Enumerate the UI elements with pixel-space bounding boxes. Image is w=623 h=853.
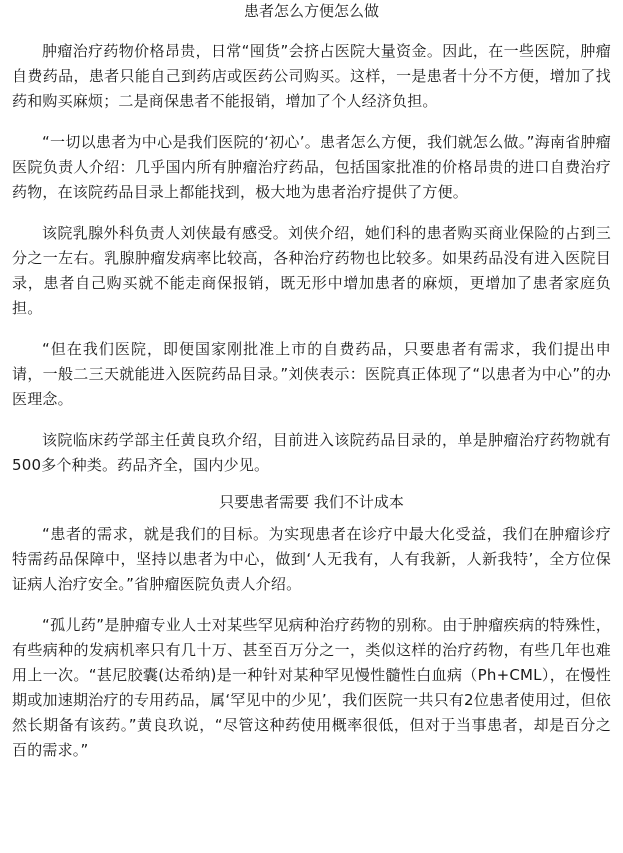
spacer — [12, 114, 611, 130]
paragraph-2: “一切以患者为中心是我们医院的‘初心’。患者怎么方便，我们就怎么做。”海南省肿瘤医院负责人介绍：几乎国内所有肿瘤治疗药品，包括国家批准的价格昂贵的进口自费治疗药物，在该院药品目录上都能找到，极大地为患者治疗提供了方便。 — [12, 133, 611, 201]
paragraph-3: 该院乳腺外科负责人刘侠最有感受。刘侠介绍，她们科的患者购买商业保险的占到三分之一左右。乳腺肿瘤发病率比较高，各种治疗药物也比较多。如果药品没有进入医院目录，患者自己购买就不能走商保报销，既无形中增加患者的麻烦，更增加了患者家庭负担。 — [12, 224, 611, 317]
paragraph-7: “孤儿药”是肿瘤专业人士对某些罕见病种治疗药物的别称。由于肿瘤疾病的特殊性，有些病种的发病机率只有几十万、甚至百万分之一，类似这样的治疗药物，有些几年也难用上一次。“甚尼胶囊(达希纳)是一种针对某种罕见慢性髓性白血病（Ph+CML），在慢性期或加速期治疗的专用药品，属‘罕见中的少见’，我们医院一共只有2位患者使用过，但依然长期备有该药。”黄良玖说，“尽管这种药使用概率很低，但对于当事患者，却是百分之百的需求。” — [12, 616, 611, 759]
spacer — [12, 321, 611, 337]
paragraph-4: “但在我们医院，即便国家刚批准上市的自费药品，只要患者有需求，我们提出申请，一般二三天就能进入医院药品目录。”刘侠表示：医院真正体现了“以患者为中心”的办医理念。 — [12, 340, 611, 408]
spacer — [12, 412, 611, 428]
spacer — [12, 478, 611, 492]
paragraph-5: 该院临床药学部主任黄良玖介绍，目前进入该院药品目录的，单是肿瘤治疗药物就有500多个种类。药品齐全，国内少见。 — [12, 431, 611, 474]
section-heading-2: 只要患者需要 我们不计成本 — [219, 493, 404, 511]
section-heading-1: 患者怎么方便怎么做 — [243, 2, 379, 20]
spacer — [12, 512, 611, 522]
spacer — [12, 597, 611, 613]
spacer — [12, 21, 611, 39]
paragraph-6: “患者的需求，就是我们的目标。为实现患者在诊疗中最大化受益，我们在肿瘤诊疗特需药品保障中，坚持以患者为中心，做到‘人无我有，人有我新，人新我特’，全方位保证病人治疗安全。”省肿瘤医院负责人介绍。 — [12, 525, 611, 593]
paragraph-1: 肿瘤治疗药物价格昂贵，日常“囤货”会挤占医院大量资金。因此，在一些医院，肿瘤自费药品，患者只能自己到药店或医药公司购买。这样，一是患者十分不方便，增加了找药和购买麻烦；二是商保患者不能报销，增加了个人经济负担。 — [12, 42, 611, 110]
spacer — [12, 205, 611, 221]
